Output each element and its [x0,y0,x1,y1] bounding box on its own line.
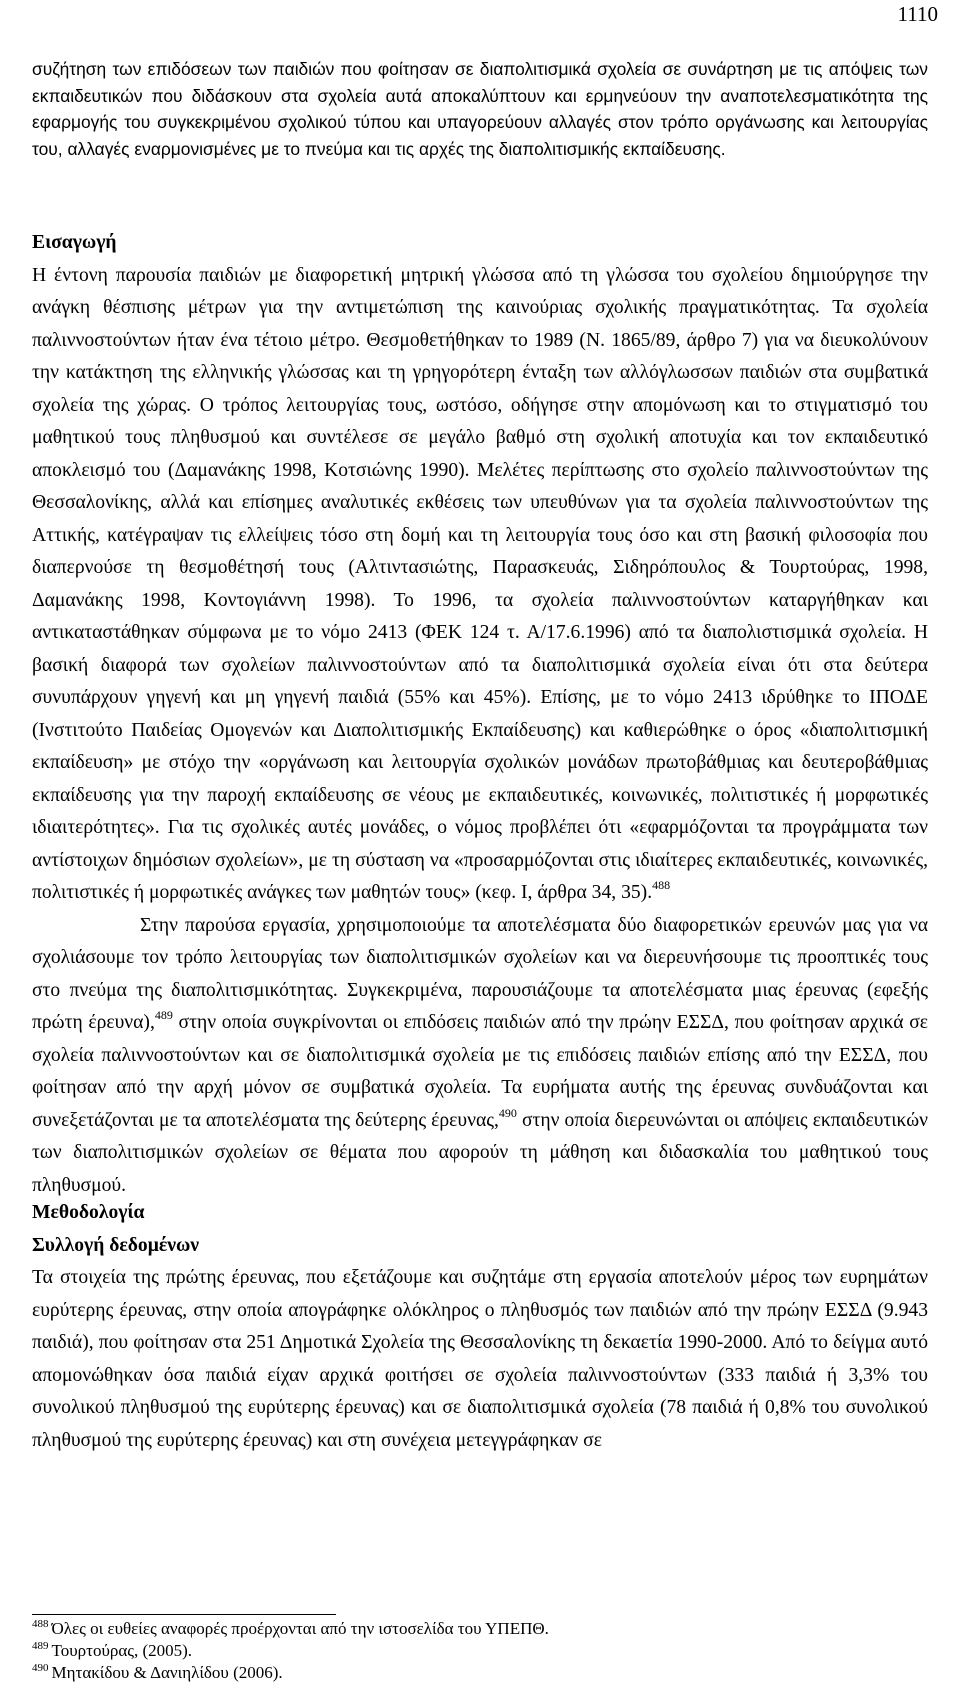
introduction-paragraph-2 [32,910,928,1203]
introduction-paragraph-2-part-c: στην οποία διερευνώνται οι απόψεις εκπαιδευτικών των διαπολιτισμικών σχολείων σε θέματα που αφορούν τη μάθηση και διδασκαλία του μαθητικού τους πληθυσμού. [32,1109,928,1196]
footnote-number: 490 [32,1662,49,1674]
page-number: 1110 [897,2,938,26]
footnote-divider [32,1614,336,1615]
footnote-ref-490[interactable]: 490 [498,1105,517,1120]
introduction-paragraph-2-part-a: Στην παρούσα εργασία, χρησιμοποιούμε τα αποτελέσματα δύο διαφορετικών ερευνών μας για να σχολιάσουμε τον τρόπο λειτουργίας των διαπολιτισμικών σχολείων και να διερευνήσουμε τις προοπτικές τους στο πνεύμα της διαπολιτισμικότητας. Συγκεκριμένα, παρουσιάζουμε τα αποτελέσματα μιας έρευνας (εφεξής πρώτη έρευνα), [32,914,928,1033]
intro-paragraph: συζήτηση των επιδόσεων των παιδιών που φοίτησαν σε διαπολιτισμικά σχολεία σε συνάρτηση με τις απόψεις των εκπαιδευτικών που διδάσκουν στα σχολεία αυτά αποκαλύπτουν και ερμηνεύουν την αναποτελεσματικότητα της εφαρμογής του συγκεκριμένου σχολικού τύπου και υπαγορεύουν αλλαγές στον τρόπο οργάνωσης και λειτουργίας του, αλλαγές εναρμονισμένες με το πνεύμα και τις αρχές της διαπολιτισμικής εκπαίδευσης. [32,59,928,159]
data-collection-subheading: Συλλογή δεδομένων [32,1234,200,1256]
methodology-paragraph: Τα στοιχεία της πρώτης έρευνας, που εξετάζουμε και συζητάμε στη εργασία αποτελούν μέρος των ευρημάτων ευρύτερης έρευνας, στην οποία απογράφηκε ολόκληρος ο πληθυσμός των παιδιών από την πρώην ΕΣΣΔ (9.943 παιδιά), που φοίτησαν στα 251 Δημοτικά Σχολεία της Θεσσαλονίκης τη δεκαετία 1990-2000. Από το δείγμα αυτό απομονώθηκαν όσα παιδιά είχαν αρχικά φοιτήσει σε σχολεία παλιννοστούντων (333 παιδιά ή 3,3% του συνολικού πληθυσμού της ευρύτερης έρευνας) και σε διαπολιτισμικά σχολεία (78 παιδιά ή 0,8% του συνολικού πληθυσμού της ευρύτερης έρευνας) και στη συνέχεια μετεγγράφηκαν σε [32,1267,928,1451]
footnote-ref-488[interactable]: 488 [652,878,671,892]
footnote-text: Μητακίδου & Δανιηλίδου (2006). [51,1663,283,1682]
introduction-heading: Εισαγωγή [32,232,117,253]
footnote-text: Τουρτούρας, (2005). [51,1641,193,1660]
intro-paragraph-block [32,56,928,162]
methodology-section [32,1197,928,1457]
footnote-number: 489 [32,1640,49,1652]
introduction-paragraph-1-text: Η έντονη παρουσία παιδιών με διαφορετική μητρική γλώσσα από τη γλώσσα του σχολείου δημιούργησε την ανάγκη θέσπισης μέτρων για την αντιμετώπιση της καινούριας σχολικής πραγματικότητας. Τα σχολεία παλιννοστούντων ήταν ένα τέτοιο μέτρο. Θεσμοθετήθηκαν το 1989 (Ν. 1865/89, άρθρο 7) για να διευκολύνουν την κατάκτηση της ελληνικής γλώσσας και τη γρηγορότερη ένταξη των αλλόγλωσσων παιδιών στα συμβατικά σχολεία της χώρας. Ο τρόπος λειτουργίας τους, ωστόσο, οδήγησε στην απομόνωση και το στιγματισμό του μαθητικού τους πληθυσμού και συντέλεσε σε μεγάλο βαθμό στη σχολική αποτυχία και τον εκπαιδευτικό αποκλεισμό του (Δαμανάκης 1998, Κοτσιώνης 1990). Μελέτες περίπτωσης στο σχολείο παλιννοστούντων της Θεσσαλονίκης, αλλά και επίσημες αναλυτικές εκθέσεις των υπευθύνων για τα σχολεία παλιννοστούντων της Αττικής, κατέγραψαν τις ελλείψεις τόσο στη δομή και τη λειτουργία τους όσο και στη βασική φιλοσοφία που διαπερνούσε τη θεσμοθέτησή τους (Αλτιντασιώτης, Παρασκευάς, Σιδηρόπουλος & Τουρτούρας, 1998, Δαμανάκης 1998, Κοντογιάννη 1998). Το 1996, τα σχολεία παλιννοστούντων καταργήθηκαν και αντικαταστάθηκαν σύμφωνα με το νόμο 2413 (ΦΕΚ 124 τ. Α/17.6.1996) από τα διαπολιστισμικά σχολεία. Η βασική διαφορά των σχολείων παλιννοστούντων από τα διαπολιτισμικά σχολεία είναι ότι στα δεύτερα συνυπάρχουν γηγενή και μη γηγενή παιδιά (55% και 45%). Επίσης, με το νόμο 2413 ιδρύθηκε το ΙΠΟΔΕ (Ινστιτούτο Παιδείας Ομογενών και Διαπολιτισμικής Εκπαίδευσης) και καθιερώθηκε ο όρος «διαπολιτισμική εκπαίδευση» με στόχο την «οργάνωση και λειτουργία σχολικών μονάδων πρωτοβάθμιας και δευτεροβάθμιας εκπαίδευσης για την παροχή εκπαίδευσης σε νέους με εκπαιδευτικές, κοινωνικές, πολιτιστικές ή μορφωτικές ιδιαιτερότητες». Για τις σχολικές αυτές μονάδες, ο νόμος προβλέπει ότι «εφαρμόζονται τα προγράμματα των αντίστοιχων δημόσιων σχολείων», με τη σύσταση να «προσαρμόζονται στις ιδιαίτερες εκπαιδευτικές, κοινωνικές, πολιτιστικές ή μορφωτικές ανάγκες των μαθητών τους» (κεφ. Ι, άρθρα 34, 35). [32,264,928,903]
introduction-paragraph-2-part-b: στην οποία συγκρίνονται οι επιδόσεις παιδιών από την πρώην ΕΣΣΔ, που φοίτησαν αρχικά σε σχολεία παλιννοστούντων και σε διαπολιτισμικά σχολεία με τις επιδόσεις παιδιών επίσης από την ΕΣΣΔ, που φοίτησαν από την αρχή μόνον σε συμβατικά σχολεία. Τα ευρήματα αυτής της έρευνας συνδυάζονται και συνεξετάζονται με τα αποτελέσματα της δεύτερης έρευνας, [32,1012,928,1131]
footnote-490 [32,1662,928,1684]
footnote-488 [32,1618,928,1640]
introduction-paragraph-1 [32,260,928,910]
introduction-section [32,227,928,1202]
footnotes [32,1618,928,1684]
footnote-489 [32,1640,928,1662]
methodology-heading: Μεθοδολογία [32,1202,145,1223]
footnote-text: Όλες οι ευθείες αναφορές προέρχονται από την ιστοσελίδα του ΥΠΕΠΘ. [51,1619,549,1638]
footnote-ref-489[interactable]: 489 [154,1008,173,1022]
footnote-number: 488 [32,1618,49,1630]
